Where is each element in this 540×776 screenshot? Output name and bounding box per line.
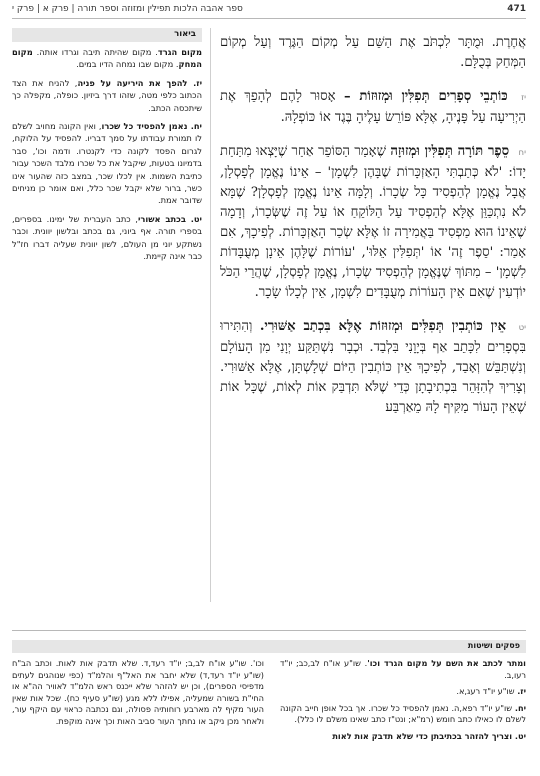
notes-heading: פסקים ושיטות bbox=[12, 640, 526, 653]
commentary-item bbox=[12, 46, 202, 71]
commentary-text: , להניח את הצד הכתוב כלפי מטה, שזהו דרך ביזיון. כופלה, מקפלה כך שיתכסה הכתב. bbox=[12, 77, 202, 113]
notes-left-column bbox=[12, 658, 264, 774]
paragraph-text: אֲחֶרֶת. וּמֻתָּר לִכְתֹּב אֶת הַשֵּׁם עַל מְקוֹם הַגֶּרֶד וְעַל מְקוֹם הַמְּחַק בְּכֻלָּם. bbox=[220, 35, 526, 70]
commentary-item bbox=[12, 120, 202, 207]
notes-divider bbox=[12, 630, 526, 631]
paragraph-lead: כּוֹתְבֵי סְפָרִים תְּפִלִּין וּמְזוּזוֹת – bbox=[343, 89, 508, 104]
column-divider bbox=[210, 28, 211, 602]
note-item bbox=[280, 686, 526, 698]
commentary-item bbox=[12, 213, 202, 263]
page-header bbox=[12, 0, 526, 18]
note-item bbox=[280, 703, 526, 726]
commentary-item bbox=[12, 77, 202, 114]
halacha-number: יז bbox=[521, 93, 526, 103]
note-item bbox=[280, 658, 526, 681]
paragraph-18 bbox=[220, 142, 526, 303]
commentary-lead: יח. נאמן להפסיד כל שכרו bbox=[101, 121, 202, 132]
note-lead: יט. וצריך להזהר בכתיבתן כדי שלא תדבק אות לאות bbox=[332, 730, 526, 741]
note-text: . שו"ע או"ח לב,כב; יו"ד רעו,ב. bbox=[280, 658, 526, 680]
main-text bbox=[220, 33, 526, 610]
header-divider bbox=[12, 18, 526, 19]
page-number: 471 bbox=[507, 4, 526, 14]
commentary-lead: יז. להפך את היריעה על פניה bbox=[77, 77, 202, 88]
note-text: וכו'. שו"ע או"ח לב,ב; יו"ד רעד,ד. שלא תדבק אות לאות. וכתב הב"ח (שו"ע יו"ד רעד,ד) שלא יחבר את האל"ף והלמ"ד (כפי שנוהגים לעתים מדפיסי הספרים), וכן יש להזהר שלא ייכנס ראש הלמ"ד לאוויר הה"א או החי"ת בשורה שמעליה, אפילו ללא מגע (שו"ע סעיף כח). שכל אות שאין העור מקיף לה מארבע רוחותיה פסולה, וגם נכתבה כראוי עם היקף עור, ולאחר מכן ניקב או נחתך העור סביב האות וכך אינה מוקפת. bbox=[12, 658, 264, 726]
paragraph-continuation bbox=[220, 33, 526, 73]
commentary-lead: יט. בכתב אשורי bbox=[137, 213, 202, 224]
paragraph-19 bbox=[220, 317, 526, 418]
paragraph-17 bbox=[220, 87, 526, 128]
notes-right-column bbox=[280, 658, 526, 774]
paragraph-lead: סֵפֶר תּוֹרָה תְּפִלִּין וּמְזוּזָה bbox=[390, 144, 510, 159]
note-lead: יז. bbox=[517, 686, 526, 697]
halacha-number: יח bbox=[518, 148, 526, 158]
commentary-text: . מקום שהיתה תיבה וגרדו אותה. bbox=[32, 47, 158, 57]
paragraph-text: אָסוּר לָהֶם לְהָפֵךְ אֶת הַיְרִיעָה עַל פָּנֶיהָ, אֶלָּא פּוֹרֵשׂ עָלֶיהָ בֶּגֶד אוֹ כּוֹפְלָהּ. bbox=[220, 89, 526, 125]
note-text: שו"ע יו"ד רעג,א. bbox=[456, 686, 518, 697]
commentary-text: . מקום שבו נמחה הדיו במים. bbox=[76, 59, 179, 70]
note-lead: יח. bbox=[514, 702, 526, 713]
paragraph-text: וְהִתִּירוּ בִּסְפָרִים לִכָּתֵב אַף בְּיָוָנִי בִּלְבַד. וּכְבָר נִשְׁתַּקַּע יְוָנִי מִן הָעוֹלָם וְנִשְׁתַּבֵּשׁ וְאָבַד, לְפִיכָךְ אֵין כּוֹתְבִין הַיּוֹם שְׁלָשְׁתָּן, אֶלָּא אַשּׁוּרִי. וְצָרִיךְ לְהִזָּהֵר בִּכְתִיבָתָן כְּדֵי שֶׁלֹּא תִּדְבַּק אוֹת לְאוֹת, שֶׁכָּל אוֹת שֶׁאֵין הָעוֹר מַקִּיף לָהּ מֵאַרְבַּע bbox=[220, 319, 526, 415]
commentary-text: , ואין הקונה מחויב לשלם לו תמורת עבודתו על סמך דבריו. להפסיד על הלוקח, לגרום הפסד לקונה כדי לקנטרו. ודמה וכו', סבר בדמיונו בטעות, שיקבל את כל שכרו מלבד השכר עבור כתיבת השמות. אין לכלו שכר, במצב כזה שהעור אינו כשר, ברור שלא יקבל שכר כלל, ואם אומר כן מניחים שדובר אמת. bbox=[12, 121, 202, 206]
paragraph-text: שֶׁאָמַר הַסּוֹפֵר אַחַר שֶׁיָּצְאוּ מִתַּחַת יָדוֹ: 'לֹא כְּתַבְתִּי הָאַזְכָּרוֹת שֶׁבָּהֶן לִשְׁמָן' – אֵינוֹ נֶאֱמָן לְפָסְלָן, אֲבָל נֶאֱמָן לְהַפְסִיד כָּל שְׂכָרוֹ. וְלָמָּה אֵינוֹ נֶאֱמָן לְפָסְלָן? שֶׁמָּא לֹא נִתְכַּוֵּן אֶלָּא לְהַפְסִיד עַל הַלּוֹקֵחַ אוֹ עַל זֶה שֶׁשְּׂכָרוֹ, וְדָמָה שֶׁאֵינוֹ הוּא מַפְסִיד בַּאֲמִירָה זוֹ אֶלָּא שְׂכַר הָאַזְכָּרוֹת. לְפִיכָךְ, אִם אָמַר: 'סֵפֶר זֶה' אוֹ 'תְּפִלִּין אֵלּוּ', 'עוֹרוֹת שֶׁלָּהֶן אֵינָן מְעֻבָּדוֹת לִשְׁמָן' – מִתּוֹךְ שֶׁנֶּאֱמָן לְהַפְסִיד שְׂכָרוֹ, נֶאֱמָן לְפָסְלָן, שֶׁהֲרֵי הַכֹּל יוֹדְעִין שֶׁאִם אֵין הָעוֹרוֹת מְעֻבָּדִים לִשְׁמָן, אֵין לְכָלוֹ שָׂכָר. bbox=[220, 144, 526, 300]
commentary-text: , כתב העברית של ימינו. בספרים, בספרי תורה. אף ביוני, גם בכתב ובלשון יוונית. וכבר נשתקע יוני מן העולם, לשון יוונית שעליה דברו חז"ל כבר אינה קיימת. bbox=[12, 213, 202, 262]
note-item bbox=[280, 731, 526, 743]
commentary-heading: ביאור bbox=[12, 28, 202, 42]
halacha-number: יט bbox=[518, 323, 526, 333]
running-title: ספר אהבה הלכות תפילין ומזוזה וספר תורה | פרק א | פרק י bbox=[12, 4, 243, 14]
paragraph-lead: אֵין כּוֹתְבִין תְּפִלִּים וּמְזוּזוֹת אֶלָּא בִּכְתַב אַשּׁוּרִי. bbox=[259, 319, 507, 334]
commentary-column bbox=[12, 46, 202, 456]
commentary-lead: מקום המחק bbox=[12, 47, 202, 70]
note-text: שו"ע יו"ד רפא,ה. נאמן להפסיד כל שכרו. אך בכל אופן חייב הקונה לשלם לו כאילו כתב חומש (רמ"א; ונט"ז כתב שאינו משלם לו כלל). bbox=[280, 702, 526, 725]
note-lead: ומתר לכתב את השם על מקום הגרד וכו' bbox=[367, 658, 526, 668]
commentary-lead: מקום הגרד bbox=[157, 47, 202, 57]
